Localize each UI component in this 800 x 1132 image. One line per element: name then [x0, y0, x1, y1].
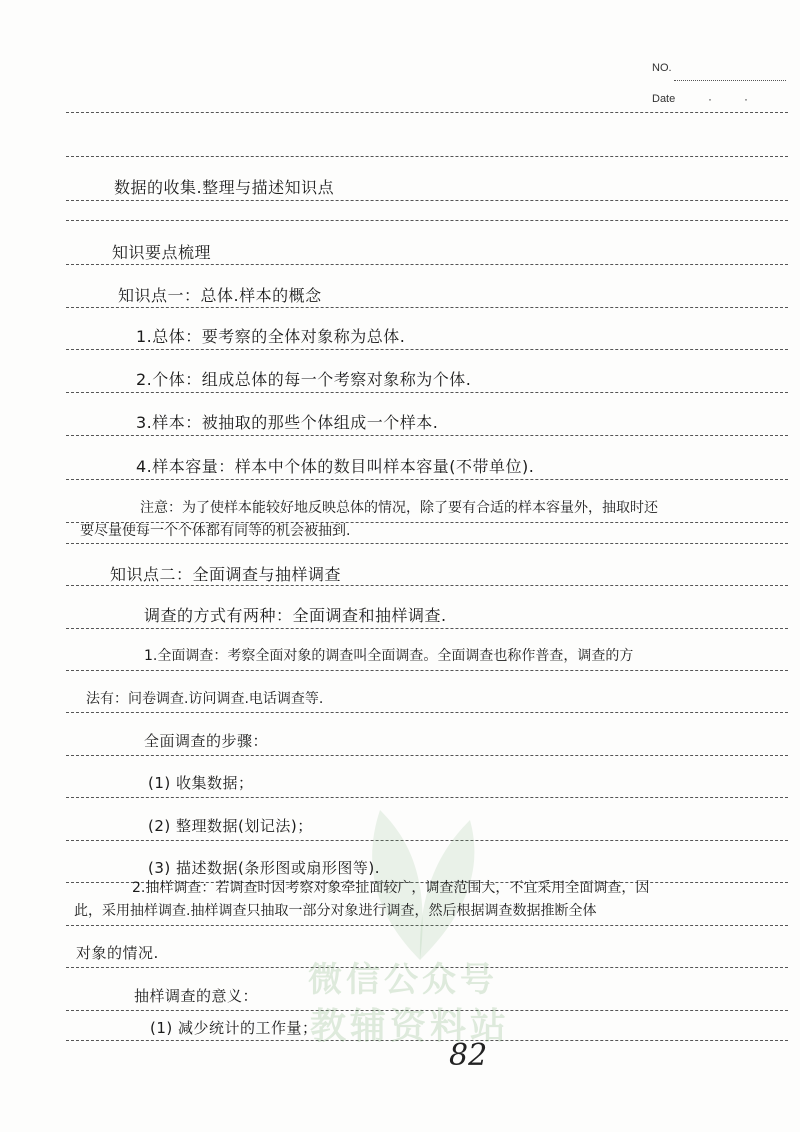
ruled-line	[66, 220, 788, 221]
steps-title: 全面调查的步骤：	[144, 732, 269, 750]
paragraph-line: 法有：问卷调查.访问调查.电话调查等.	[86, 691, 324, 707]
list-item: (2) 整理数据(划记法)；	[148, 817, 313, 835]
section-subheading: 知识点一：总体.样本的概念	[118, 286, 322, 305]
number-line	[674, 80, 786, 81]
list-item: 3.样本：被抽取的那些个体组成一个样本.	[136, 413, 439, 432]
paragraph-line: 2.抽样调查：若调查时因考察对象牵扯面较广，调查范围大，不宜采用全面调查，因	[132, 880, 650, 896]
ruled-line	[66, 670, 788, 671]
note-line: 注意：为了使样本能较好地反映总体的情况，除了要有合适的样本容量外，抽取时还	[140, 500, 658, 516]
list-item: 2.个体：组成总体的每一个考察对象称为个体.	[136, 370, 472, 389]
number-label: NO.	[652, 62, 672, 74]
ruled-line	[66, 112, 788, 113]
ruled-line	[66, 712, 788, 713]
ruled-line	[66, 307, 788, 308]
section-heading: 知识要点梳理	[112, 243, 212, 262]
ruled-line	[66, 543, 788, 544]
list-item: 4.样本容量：样本中个体的数目叫样本容量(不带单位).	[136, 457, 535, 476]
ruled-line	[66, 264, 788, 265]
ruled-line	[66, 200, 788, 201]
date-separator: ·	[708, 92, 712, 106]
paragraph-line: 对象的情况.	[76, 944, 159, 962]
intro-text: 调查的方式有两种：全面调查和抽样调查.	[144, 606, 447, 625]
meaning-title: 抽样调查的意义：	[134, 987, 259, 1005]
list-item: 1.总体：要考察的全体对象称为总体.	[136, 327, 406, 346]
page-title: 数据的收集.整理与描述知识点	[114, 178, 335, 197]
ruled-line	[66, 392, 788, 393]
ruled-line	[66, 479, 788, 480]
ruled-line	[66, 349, 788, 350]
date-separator: ·	[744, 92, 748, 106]
page-number: 82	[449, 1038, 488, 1073]
list-item: (1) 收集数据；	[148, 774, 254, 792]
ruled-line	[66, 755, 788, 756]
watermark-line-1: 微信公众号	[308, 960, 498, 1000]
list-item: (3) 描述数据(条形图或扇形图等).	[148, 859, 380, 877]
watermark-line-2: 教辅资料站	[310, 1006, 511, 1047]
paragraph-line: 此，采用抽样调查.抽样调查只抽取一部分对象进行调查，然后根据调查数据推断全体	[74, 903, 597, 919]
note-line: 要尽量使每一个个体都有同等的机会被抽到.	[80, 523, 351, 539]
date-label: Date	[652, 93, 676, 105]
ruled-line	[66, 156, 788, 157]
ruled-line	[66, 585, 788, 586]
ruled-line	[66, 435, 788, 436]
list-item: (1) 减少统计的工作量；	[150, 1019, 318, 1037]
paragraph-line: 1.全面调查：考察全面对象的调查叫全面调查。全面调查也称作普查，调查的方	[144, 648, 634, 664]
ruled-line	[66, 628, 788, 629]
section-heading: 知识点二：全面调查与抽样调查	[110, 565, 342, 584]
